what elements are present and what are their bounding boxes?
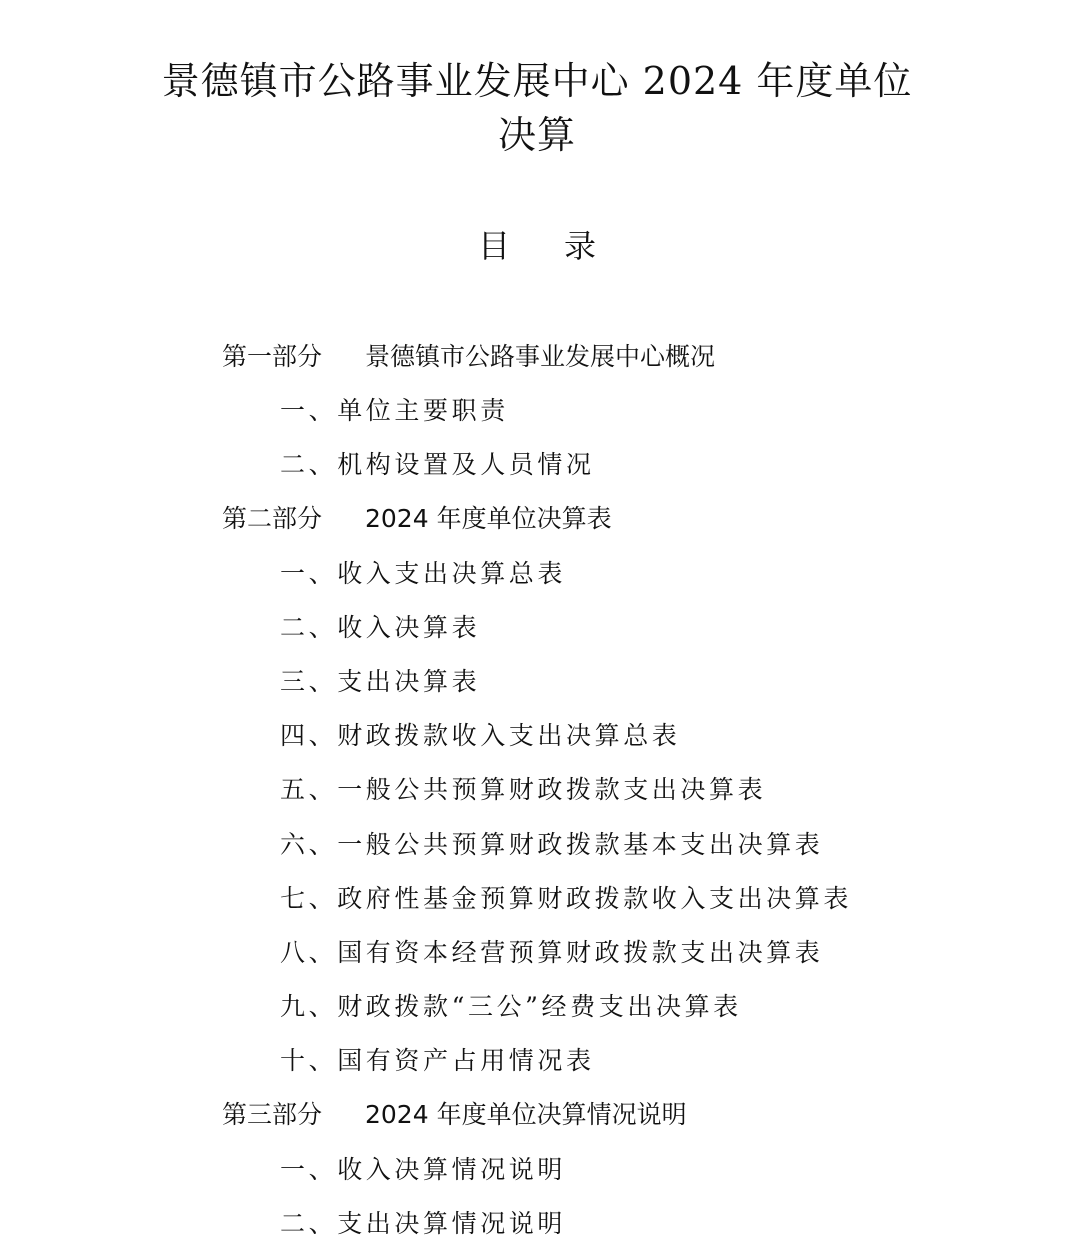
document-title-line-1: 景德镇市公路事业发展中心 2024 年度单位	[161, 59, 913, 103]
toc-part-title: 2024 年度单位决算情况说明	[365, 1100, 687, 1129]
toc-item[interactable]: 二、收入决算表	[280, 613, 481, 642]
toc-item[interactable]: 八、国有资本经营预算财政拨款支出决算表	[280, 938, 824, 967]
toc-part-label: 第三部分	[222, 1100, 323, 1129]
toc-part-title: 2024 年度单位决算表	[365, 504, 612, 533]
toc-item[interactable]: 一、单位主要职责	[280, 396, 509, 425]
toc-part-2[interactable]	[222, 506, 612, 531]
toc-item[interactable]: 二、机构设置及人员情况	[280, 450, 595, 479]
toc-item[interactable]: 二、支出决算情况说明	[280, 1209, 567, 1238]
document-title-line-2: 决算	[497, 113, 576, 157]
toc-item[interactable]: 五、一般公共预算财政拨款支出决算表	[280, 775, 767, 804]
toc-heading	[0, 227, 1074, 265]
toc-item[interactable]: 九、财政拨款“三公”经费支出决算表	[280, 992, 742, 1021]
toc-item[interactable]: 七、政府性基金预算财政拨款收入支出决算表	[280, 884, 853, 913]
toc-part-title: 景德镇市公路事业发展中心概况	[365, 342, 716, 371]
toc-part-3[interactable]	[222, 1102, 687, 1127]
toc-item[interactable]: 四、财政拨款收入支出决算总表	[280, 721, 681, 750]
toc-item[interactable]: 六、一般公共预算财政拨款基本支出决算表	[280, 830, 824, 859]
toc-part-label: 第二部分	[222, 504, 323, 533]
toc-part-label: 第一部分	[222, 342, 323, 371]
toc-part-1[interactable]	[222, 344, 715, 369]
toc-item[interactable]: 一、收入支出决算总表	[280, 559, 567, 588]
toc-heading-char-1: 目	[477, 227, 510, 265]
toc-item[interactable]: 十、国有资产占用情况表	[280, 1046, 595, 1075]
toc-item[interactable]: 一、收入决算情况说明	[280, 1155, 567, 1184]
toc-heading-char-2: 录	[564, 227, 597, 265]
toc-item[interactable]: 三、支出决算表	[280, 667, 481, 696]
